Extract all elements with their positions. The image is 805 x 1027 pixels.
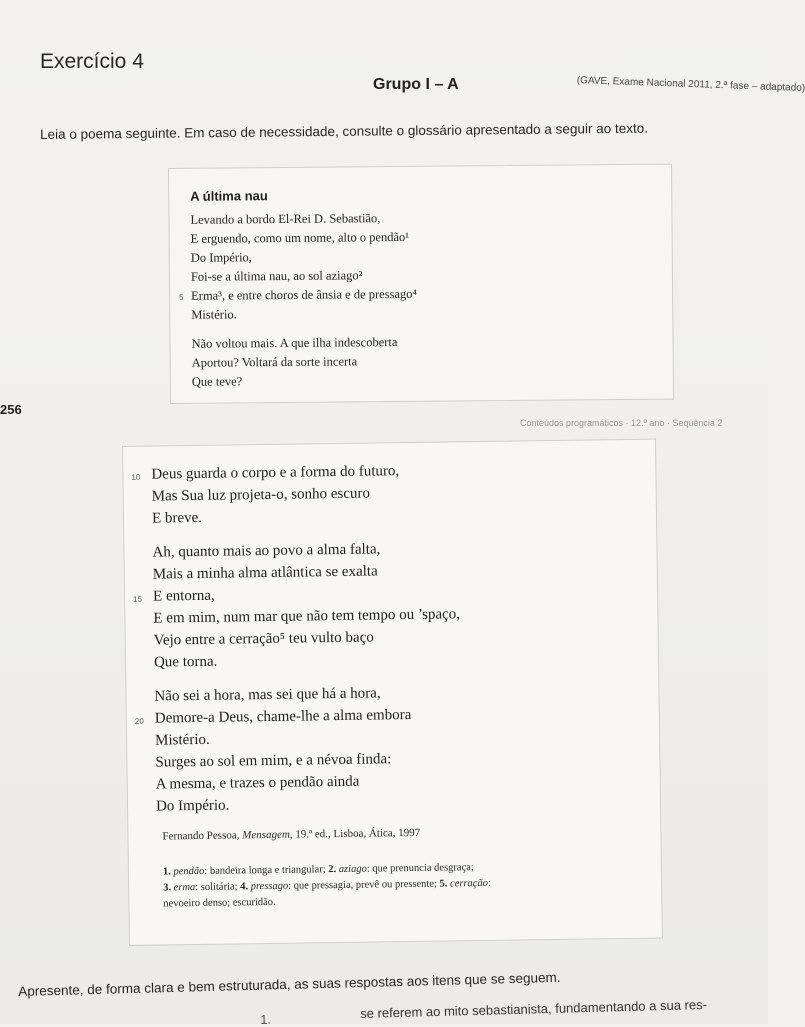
- glossary-def: : solitária;: [195, 881, 241, 894]
- poem-line: E em mim, num mar que não tem tempo ou ’spaço,: [153, 606, 461, 627]
- glossary-line-2: [163, 878, 491, 894]
- line-number: 5: [179, 292, 184, 302]
- poem-line: Vejo entre a cerração⁵ teu vulto baço: [153, 629, 374, 649]
- glossary-line-1: [163, 862, 474, 877]
- glossary-num: 2.: [328, 864, 337, 876]
- glossary-num: 3.: [163, 882, 172, 894]
- poem-line: Mas Sua luz projeta-o, sonho escuro: [151, 485, 371, 505]
- line-number: 20: [134, 716, 144, 726]
- item-number: 1.: [260, 1011, 272, 1027]
- poem-line: Não voltou mais. A que ilha indescoberta: [191, 335, 398, 351]
- glossary-num: 1.: [162, 866, 171, 878]
- poem-box-part2: [122, 439, 663, 946]
- poem-line: E erguendo, como um nome, alto o pendão¹: [190, 229, 410, 246]
- glossary-term: aziago: [338, 863, 367, 876]
- poem-line: Foi-se a última nau, ao sol aziago²: [190, 268, 363, 284]
- glossary-def: : que pressagia, prevê ou pressente;: [288, 878, 440, 892]
- answer-instruction: Apresente, de forma clara e bem estruturada, as suas respostas aos itens que se seguem.: [18, 969, 561, 999]
- poem-credit: [162, 827, 420, 843]
- line-number: 15: [133, 594, 143, 604]
- poem-line: Mistério.: [191, 307, 237, 322]
- poem-line: Demore-a Deus, chame-lhe a alma embora: [154, 706, 412, 727]
- poem-line: Mistério.: [155, 731, 210, 749]
- poem-line: Que teve?: [191, 374, 243, 389]
- credit-author: Fernando Pessoa,: [162, 829, 243, 843]
- poem-line: Surges ao sol em mim, e a névoa finda:: [155, 751, 392, 771]
- poem-line: Ah, quanto mais ao povo a alma falta,: [152, 541, 381, 561]
- glossary-num: 5.: [439, 878, 448, 890]
- poem-line: Mais a minha alma atlântica se exalta: [152, 563, 378, 583]
- reading-instruction: Leia o poema seguinte. Em caso de necessidade, consulte o glossário apresentado a seguir ao texto.: [40, 120, 649, 142]
- glossary-term: erma: [173, 882, 196, 894]
- credit-work-title: Mensagem: [242, 828, 290, 842]
- exercise-title: Exercício 4: [40, 50, 144, 73]
- poem-title: A última nau: [190, 188, 268, 204]
- glossary-term: pressago: [250, 880, 289, 893]
- source-citation: (GAVE, Exame Nacional 2011, 2.ª fase – adaptado): [576, 75, 805, 94]
- poem-line: Não sei a hora, mas sei que há a hora,: [154, 685, 381, 705]
- glossary-term: pendão: [173, 865, 205, 878]
- poem-line: Erma³, e entre choros de ânsia e de pressago⁴: [191, 286, 417, 303]
- page-number: 256: [0, 402, 22, 417]
- poem-line: Do Império.: [155, 797, 230, 815]
- poem-line: E entorna,: [152, 587, 215, 605]
- poem-line: Deus guarda o corpo e a forma do futuro,: [151, 463, 400, 483]
- line-number: 10: [131, 472, 141, 482]
- poem-line: Que torna.: [153, 653, 218, 671]
- item-partial-text: se referem ao mito sebastianista, fundamentando a sua res-: [360, 996, 708, 1021]
- glossary-def: :: [487, 877, 491, 889]
- poem-line: E breve.: [151, 509, 203, 527]
- running-header: Conteúdos programáticos · 12.º ano · Sequência 2: [520, 418, 723, 428]
- group-heading: Grupo I – A: [373, 76, 459, 93]
- credit-edition: , 19.ª ed., Lisboa, Ática, 1997: [289, 826, 421, 841]
- poem-line: Do Império,: [190, 250, 252, 265]
- glossary-def: : que prenuncia desgraça;: [366, 862, 474, 875]
- poem-line: Aportou? Voltará da sorte incerta: [191, 354, 358, 370]
- poem-box-part1: [168, 164, 674, 404]
- poem-line: A mesma, e trazes o pendão ainda: [155, 773, 360, 793]
- glossary-term: cerração: [449, 877, 489, 890]
- glossary-num: 4.: [240, 881, 249, 893]
- glossary-def: : bandeira longa e triangular;: [204, 864, 329, 877]
- poem-line: Levando a bordo El-Rei D. Sebastião,: [190, 211, 381, 227]
- glossary-line-3: nevoeiro denso; escuridão.: [163, 896, 276, 910]
